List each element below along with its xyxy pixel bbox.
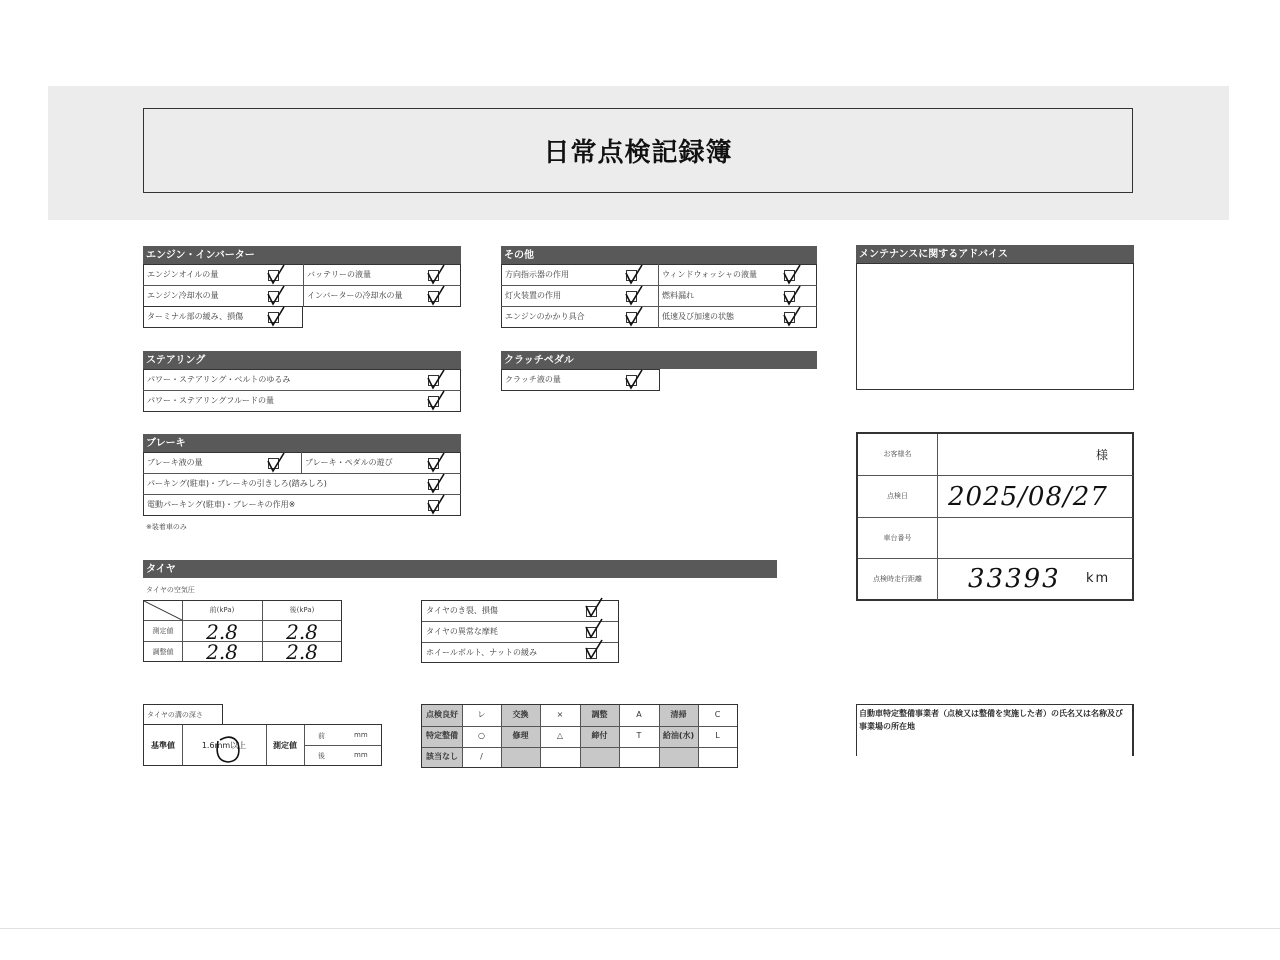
customer-table xyxy=(856,432,1134,601)
scan-edge-line xyxy=(0,928,1280,929)
customer-name-suffix: 様 xyxy=(1096,448,1109,462)
legend-symbol: ○ xyxy=(478,731,485,740)
item-brake-fluid: ブレーキ液の量 xyxy=(147,458,203,467)
check-mark-icon xyxy=(583,639,605,661)
clutch-header: クラッチペダル xyxy=(501,351,817,369)
diagonal-line-icon xyxy=(144,601,182,620)
legend-symbol: × xyxy=(556,710,564,719)
check-mark-icon xyxy=(781,285,803,307)
item-engine-oil: エンジンオイルの量 xyxy=(147,270,219,279)
check-mark-icon xyxy=(425,494,447,516)
advice-header: メンテナンスに関するアドバイス xyxy=(856,245,1134,263)
circle-mark-icon xyxy=(210,731,244,765)
item-washer: ウィンドウォッシャの液量 xyxy=(662,270,758,279)
measured-rear-value[interactable]: 2.8 xyxy=(286,620,318,644)
label-chassis-number: 車台番号 xyxy=(883,534,912,542)
inspection-date-value[interactable]: 2025/08/27 xyxy=(948,482,1108,512)
tread-measure-label: 測定値 xyxy=(273,741,297,750)
clutch-section xyxy=(501,351,817,393)
check-mark-icon xyxy=(425,369,447,391)
check-mark-icon xyxy=(425,264,447,286)
item-tire-wear: タイヤの異常な摩耗 xyxy=(426,627,498,636)
measured-front-value[interactable]: 2.8 xyxy=(206,620,238,644)
item-engine-coolant: エンジン冷却水の量 xyxy=(147,291,219,300)
check-mark-icon xyxy=(425,452,447,474)
item-electric-parking: 電動パーキング(駐車)・ブレーキの作用※ xyxy=(147,500,296,509)
brake-header: ブレーキ xyxy=(143,434,461,452)
tread-front-label: 前 xyxy=(318,732,325,740)
item-engine-start: エンジンのかかり具合 xyxy=(505,312,585,321)
item-brake-pedal: ブレーキ・ペダルの遊び xyxy=(305,458,393,467)
check-mark-icon xyxy=(425,473,447,495)
check-mark-icon xyxy=(425,285,447,307)
advice-section xyxy=(856,245,1134,391)
check-mark-icon xyxy=(623,306,645,328)
check-mark-icon xyxy=(265,264,287,286)
page-title: 日常点検記録簿 xyxy=(543,138,733,168)
mileage-unit: km xyxy=(1086,571,1111,586)
item-inverter-coolant: インバーターの冷却水の量 xyxy=(307,291,403,300)
tread-label-tab xyxy=(143,704,223,725)
tread-std-value: 1.6mm以上 xyxy=(201,741,247,750)
steering-section xyxy=(143,351,461,413)
check-mark-icon xyxy=(623,369,645,391)
label-mileage: 点検時走行距離 xyxy=(873,575,922,583)
item-clutch-fluid: クラッチ液の量 xyxy=(505,375,561,384)
legend-table xyxy=(421,704,738,768)
engine-section xyxy=(143,246,461,330)
check-mark-icon xyxy=(781,264,803,286)
item-lights: 灯火装置の作用 xyxy=(505,291,561,300)
adjusted-front-value[interactable]: 2.8 xyxy=(206,640,238,664)
legend-empty xyxy=(619,747,659,767)
tire-check-table xyxy=(421,600,619,663)
item-wheel-bolt: ホイールボルト、ナットの緩み xyxy=(426,648,537,657)
legend-symbol: A xyxy=(636,710,642,719)
item-turn-signal: 方向指示器の作用 xyxy=(505,270,569,279)
legend-symbol: L xyxy=(715,731,720,740)
legend-symbol: C xyxy=(714,710,721,719)
check-mark-icon xyxy=(265,452,287,474)
mileage-value[interactable]: 33393 xyxy=(968,564,1061,594)
item-ps-belt: パワー・ステアリング・ベルトのゆるみ xyxy=(147,375,291,384)
tread-table xyxy=(143,724,382,766)
legend-label: 修理 xyxy=(501,726,540,747)
label-customer-name: お客様名 xyxy=(883,450,912,458)
check-mark-icon xyxy=(623,285,645,307)
legend-empty xyxy=(540,747,580,767)
col-front: 前(kPa) xyxy=(209,606,235,614)
steering-header: ステアリング xyxy=(143,351,461,369)
check-mark-icon xyxy=(583,618,605,640)
legend-symbol: T xyxy=(636,731,642,740)
legend-label: 該当なし xyxy=(422,747,462,767)
legend-empty xyxy=(501,747,540,767)
legend-label: 締付 xyxy=(580,726,619,747)
check-mark-icon xyxy=(583,597,605,619)
legend-symbol: / xyxy=(480,752,483,761)
label-inspection-date: 点検日 xyxy=(887,492,908,500)
legend-empty xyxy=(659,747,698,767)
operator-box xyxy=(856,704,1134,756)
check-mark-icon xyxy=(425,390,447,412)
title-box xyxy=(143,108,1133,193)
engine-header: エンジン・インバーター xyxy=(143,246,461,264)
legend-label: 清掃 xyxy=(659,705,698,726)
brake-note: ※装着車のみ xyxy=(146,523,187,531)
item-acceleration: 低速及び加速の状態 xyxy=(662,312,734,321)
tread-rear-unit: mm xyxy=(354,751,368,759)
legend-label: 点検良好 xyxy=(422,705,462,726)
legend-label: 給油(水) xyxy=(659,726,698,747)
check-mark-icon xyxy=(781,306,803,328)
row-adjusted: 調整値 xyxy=(152,648,174,656)
item-ps-fluid: パワー・ステアリングフルードの量 xyxy=(147,396,275,405)
brake-section xyxy=(143,434,461,534)
legend-label: 調整 xyxy=(580,705,619,726)
adjusted-rear-value[interactable]: 2.8 xyxy=(286,640,318,664)
advice-textarea[interactable] xyxy=(856,263,1134,390)
other-header: その他 xyxy=(501,246,817,264)
operator-label: 自動車特定整備事業者（点検又は整備を実施した者）の氏名又は名称及び事業場の所在地 xyxy=(859,709,1123,731)
legend-label: 特定整備 xyxy=(422,726,462,747)
item-terminal: ターミナル部の緩み、損傷 xyxy=(147,312,244,321)
tire-pressure-table xyxy=(143,600,342,662)
tread-std-label: 基準値 xyxy=(151,741,175,750)
other-section xyxy=(501,246,817,330)
tread-front-unit: mm xyxy=(354,731,368,739)
legend-empty xyxy=(698,747,737,767)
check-mark-icon xyxy=(265,285,287,307)
tire-pressure-label: タイヤの空気圧 xyxy=(146,586,195,594)
legend-symbol: △ xyxy=(556,731,564,740)
legend-symbol: レ xyxy=(477,710,486,719)
check-mark-icon xyxy=(265,306,287,328)
item-fuel-leak: 燃料漏れ xyxy=(662,291,694,300)
item-tire-crack: タイヤのき裂、損傷 xyxy=(426,606,498,615)
item-parking-brake: パーキング(駐車)・ブレーキの引きしろ(踏みしろ) xyxy=(147,479,327,488)
item-battery: バッテリーの液量 xyxy=(307,270,371,279)
row-measured: 測定値 xyxy=(152,627,174,635)
legend-empty xyxy=(580,747,619,767)
legend-label: 交換 xyxy=(501,705,540,726)
tread-label: タイヤの溝の深さ xyxy=(147,711,203,719)
col-rear: 後(kPa) xyxy=(289,606,315,614)
tread-rear-label: 後 xyxy=(318,752,325,760)
check-mark-icon xyxy=(623,264,645,286)
tire-header: タイヤ xyxy=(143,560,777,578)
